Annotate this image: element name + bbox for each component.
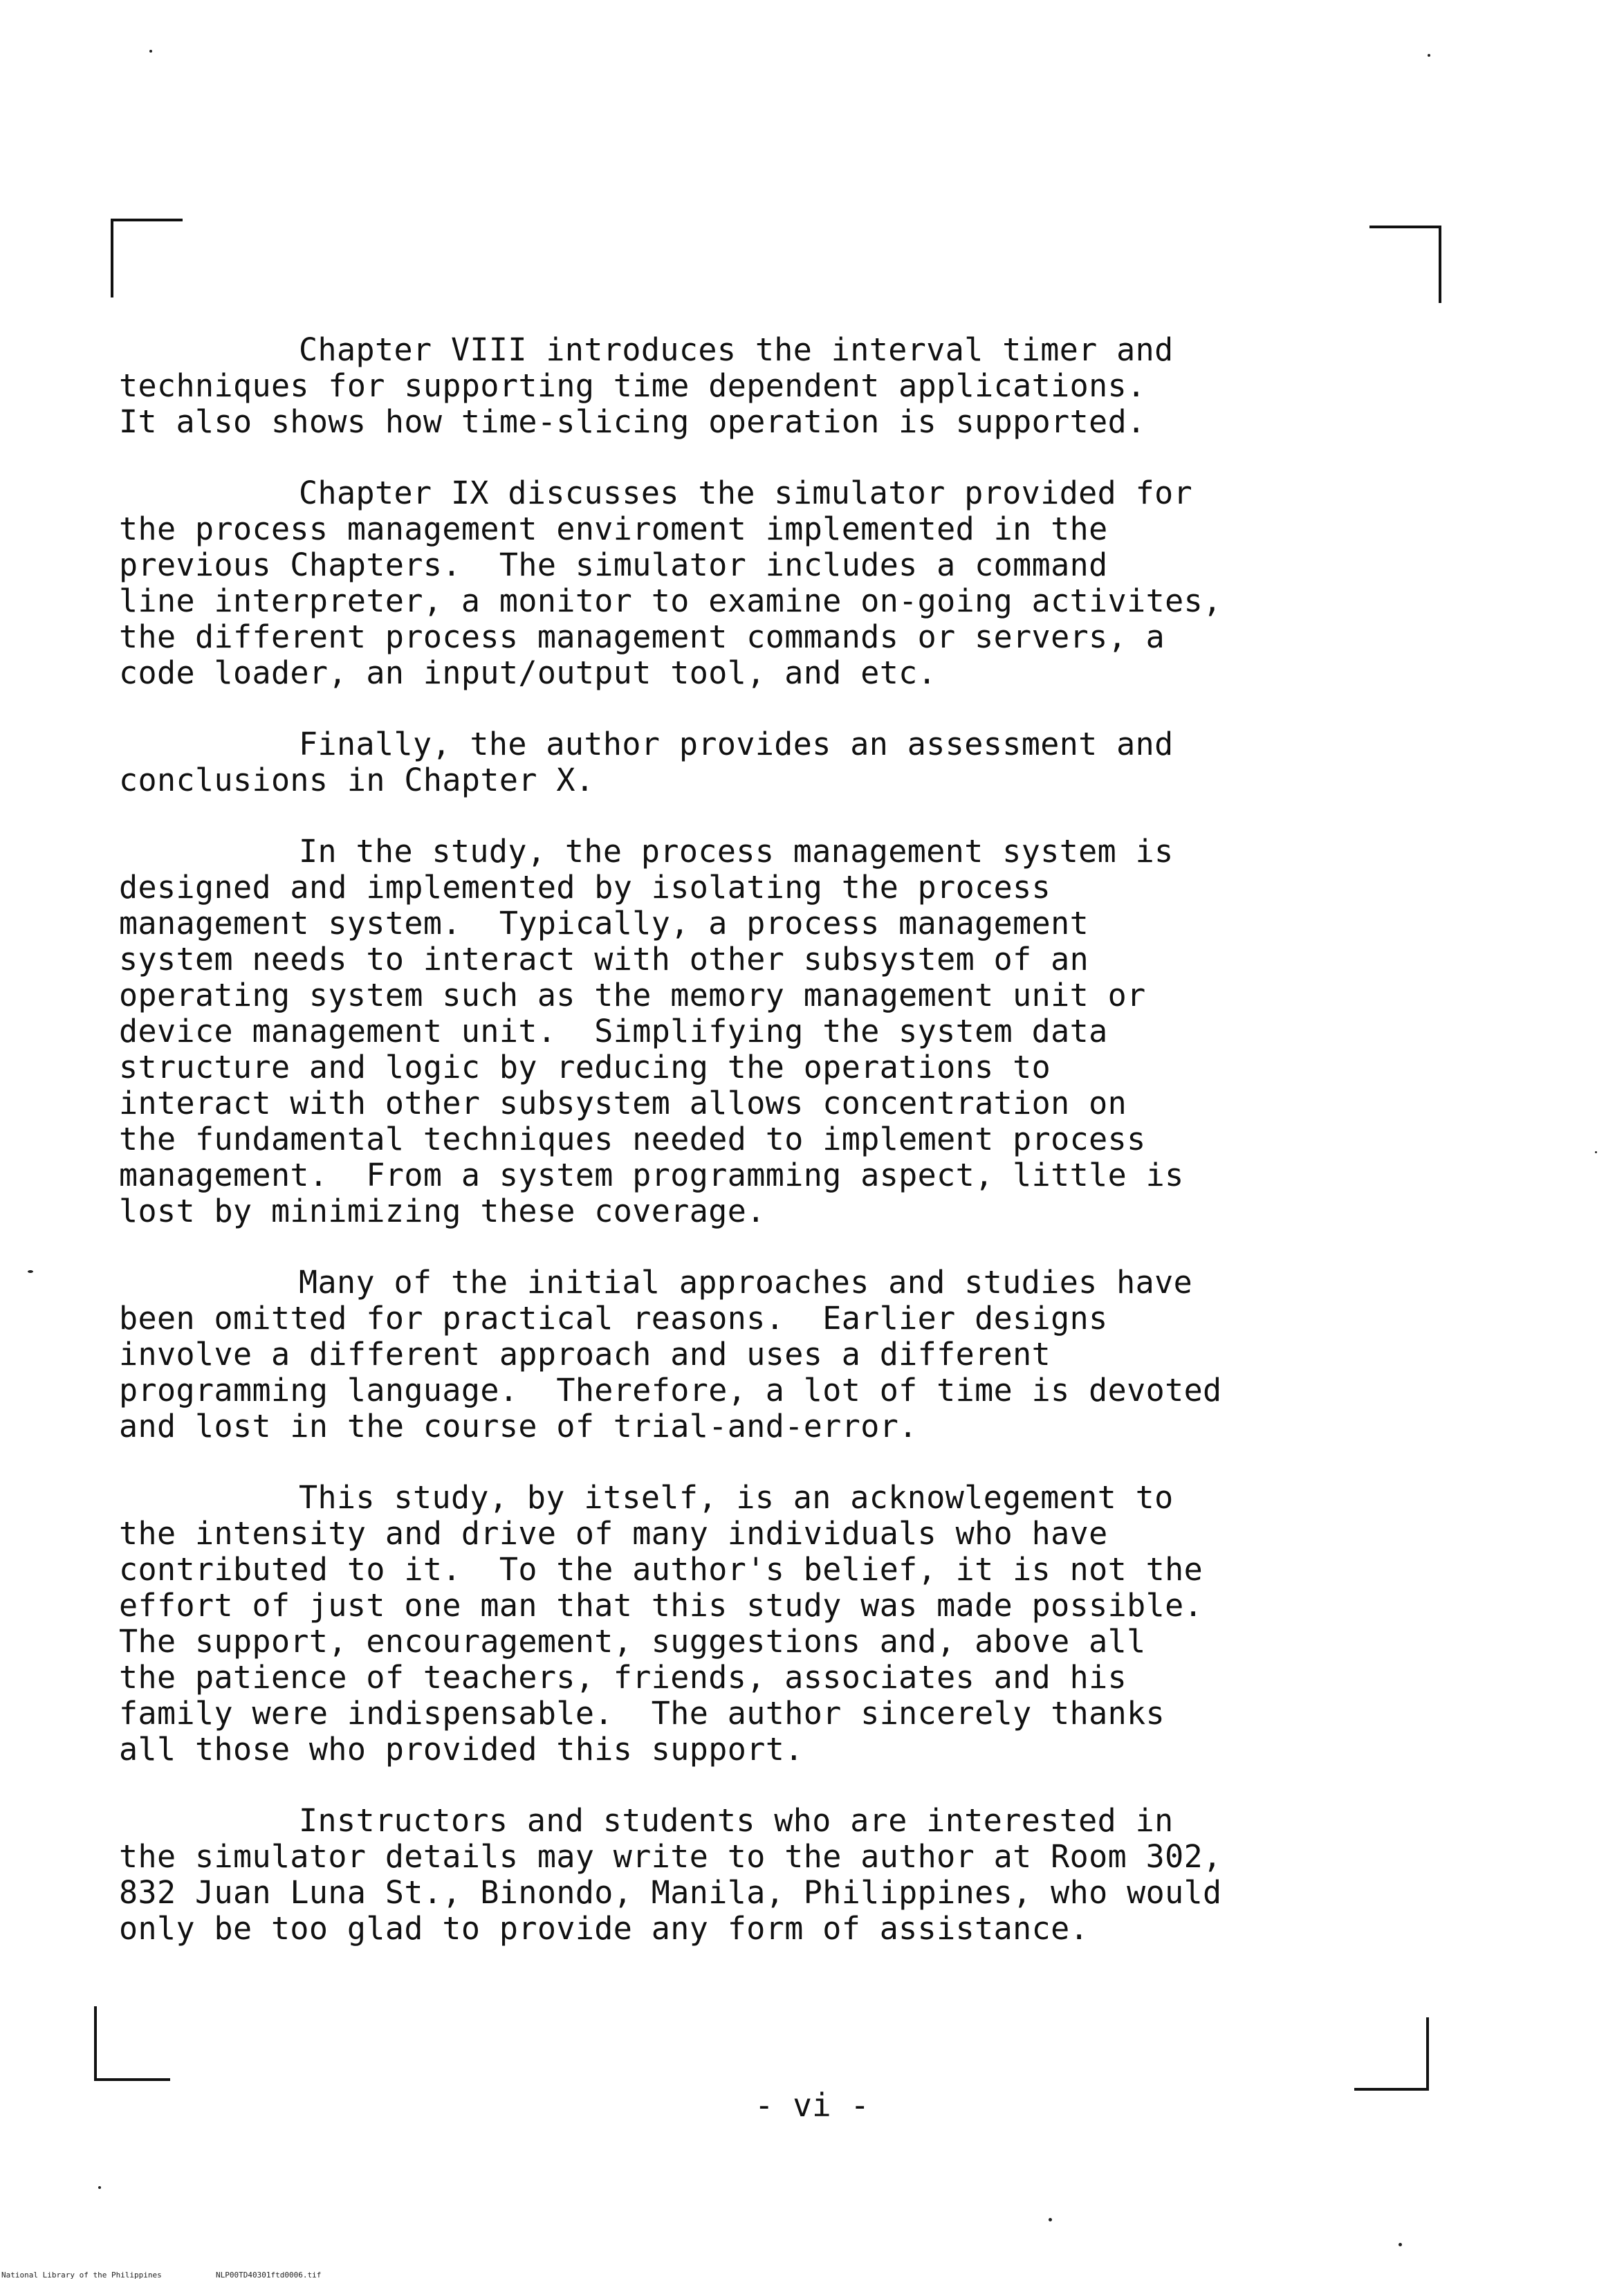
- text-line: all those who provided this support.: [119, 1731, 804, 1768]
- text-line: The support, encouragement, suggestions and, above all: [119, 1623, 1146, 1660]
- text-line: previous Chapters. The simulator includes a command: [119, 547, 1108, 583]
- paragraph-approaches: [119, 1265, 1419, 1445]
- text-line: system needs to interact with other subsystem of an: [119, 941, 1089, 978]
- text-line: the different process management commands or servers, a: [119, 618, 1165, 655]
- text-line: the fundamental techniques needed to implement process: [119, 1121, 1146, 1157]
- text-line: been omitted for practical reasons. Earlier designs: [119, 1300, 1108, 1337]
- crop-mark-top-right: [1369, 226, 1441, 303]
- text-line: effort of just one man that this study was made possible.: [119, 1587, 1203, 1624]
- paragraph-chapter-ix: [119, 475, 1419, 691]
- scan-speck: [1428, 54, 1430, 57]
- text-line: This study, by itself, is an acknowlegement to: [299, 1479, 1174, 1516]
- text-line: Many of the initial approaches and studies have: [299, 1264, 1193, 1301]
- footer-file-name: NLP00TD40301ftd0006.tif: [216, 2271, 322, 2280]
- text-line: In the study, the process management system is: [299, 833, 1174, 870]
- text-line: line interpreter, a monitor to examine on-going activites,: [119, 583, 1222, 619]
- scan-speck: [1399, 2243, 1402, 2246]
- text-line: and lost in the course of trial-and-error.: [119, 1408, 918, 1445]
- text-line: interact with other subsystem allows concentration on: [119, 1085, 1127, 1121]
- text-line: 832 Juan Luna St., Binondo, Manila, Philippines, who would: [119, 1874, 1222, 1911]
- footer-caption: National Library of the Philippines: [1, 2271, 162, 2280]
- page-number: - vi -: [754, 2087, 870, 2124]
- text-line: the simulator details may write to the author at Room 302,: [119, 1838, 1222, 1875]
- text-line: Instructors and students who are interested in: [299, 1802, 1174, 1839]
- text-line: techniques for supporting time dependent applications.: [119, 367, 1146, 404]
- scan-speck: [1049, 2218, 1052, 2221]
- text-line: contributed to it. To the author's belief, it is not the: [119, 1551, 1203, 1588]
- text-line: family were indispensable. The author sincerely thanks: [119, 1695, 1165, 1732]
- text-line: structure and logic by reducing the operations to: [119, 1049, 1051, 1085]
- text-line: It also shows how time-slicing operation is supported.: [119, 403, 1146, 440]
- paragraph-chapter-viii: [119, 332, 1419, 440]
- text-line: management system. Typically, a process management: [119, 905, 1089, 942]
- crop-mark-top-left: [111, 219, 183, 297]
- text-line: management. From a system programming aspect, little is: [119, 1157, 1184, 1193]
- paragraph-chapter-x: [119, 726, 1419, 798]
- scan-speck: [149, 50, 152, 53]
- scan-speck: [28, 1270, 33, 1273]
- text-line: code loader, an input/output tool, and etc.: [119, 654, 937, 691]
- text-line: designed and implemented by isolating the process: [119, 869, 1051, 906]
- text-line: conclusions in Chapter X.: [119, 762, 595, 798]
- crop-mark-bottom-right: [1354, 2017, 1429, 2091]
- text-line: device management unit. Simplifying the system data: [119, 1013, 1108, 1049]
- text-line: the patience of teachers, friends, associates and his: [119, 1659, 1127, 1696]
- paragraph-study-design: [119, 834, 1419, 1229]
- body-text: [119, 332, 1419, 1982]
- crop-mark-bottom-left: [94, 2006, 170, 2081]
- text-line: lost by minimizing these coverage.: [119, 1193, 766, 1229]
- text-line: Chapter VIII introduces the interval timer and: [299, 331, 1174, 368]
- scan-speck: [98, 2186, 101, 2189]
- paragraph-contact: [119, 1803, 1419, 1947]
- text-line: Finally, the author provides an assessment and: [299, 726, 1174, 762]
- paragraph-acknowledgement: [119, 1480, 1419, 1768]
- text-line: the process management enviroment implemented in the: [119, 511, 1108, 547]
- scan-speck: [1595, 1151, 1597, 1153]
- text-line: programming language. Therefore, a lot of time is devoted: [119, 1372, 1222, 1409]
- text-line: the intensity and drive of many individuals who have: [119, 1515, 1108, 1552]
- text-line: involve a different approach and uses a different: [119, 1336, 1051, 1373]
- text-line: only be too glad to provide any form of assistance.: [119, 1910, 1089, 1947]
- text-line: Chapter IX discusses the simulator provided for: [299, 475, 1193, 511]
- text-line: operating system such as the memory management unit or: [119, 977, 1146, 1014]
